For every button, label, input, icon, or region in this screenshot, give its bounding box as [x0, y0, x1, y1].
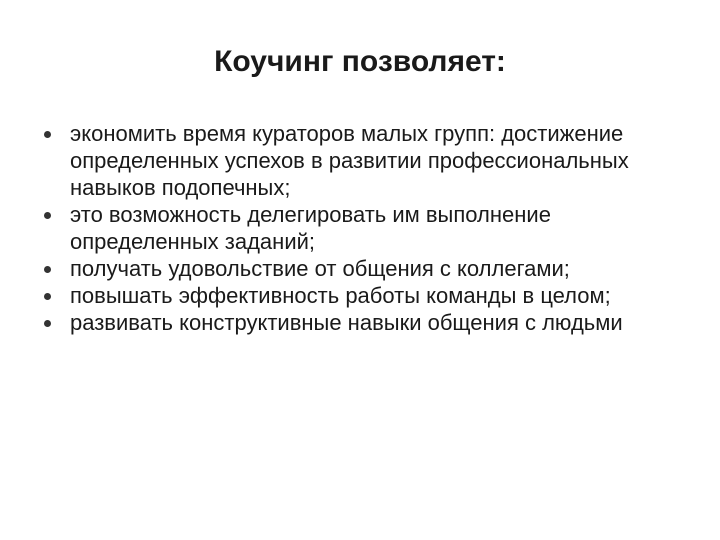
- bullet-text: экономить время кураторов малых групп: достижение определенных успехов в развитии профессиональных навыков подопечных;: [70, 121, 629, 200]
- bullet-dot-icon: [44, 266, 51, 273]
- bullet-dot-icon: [44, 212, 51, 219]
- bullet-dot-icon: [44, 293, 51, 300]
- bullet-item: [40, 201, 680, 255]
- bullet-text: получать удовольствие от общения с коллегами;: [70, 256, 570, 281]
- bullet-text: это возможность делегировать им выполнение определенных заданий;: [70, 202, 551, 254]
- slide-title: [0, 42, 720, 82]
- bullet-text: повышать эффективность работы команды в целом;: [70, 283, 611, 308]
- bullet-item: [40, 120, 680, 201]
- bullet-dot-icon: [44, 131, 51, 138]
- bullet-item: [40, 255, 680, 282]
- bullet-text: развивать конструктивные навыки общения с людьми: [70, 310, 623, 335]
- bullet-dot-icon: [44, 320, 51, 327]
- bullet-item: [40, 309, 680, 336]
- slide-title-bold: Коучинг: [214, 45, 334, 79]
- bullet-item: [40, 282, 680, 309]
- slide-title-rest: позволяет:: [333, 45, 506, 79]
- bullet-list: [40, 120, 680, 336]
